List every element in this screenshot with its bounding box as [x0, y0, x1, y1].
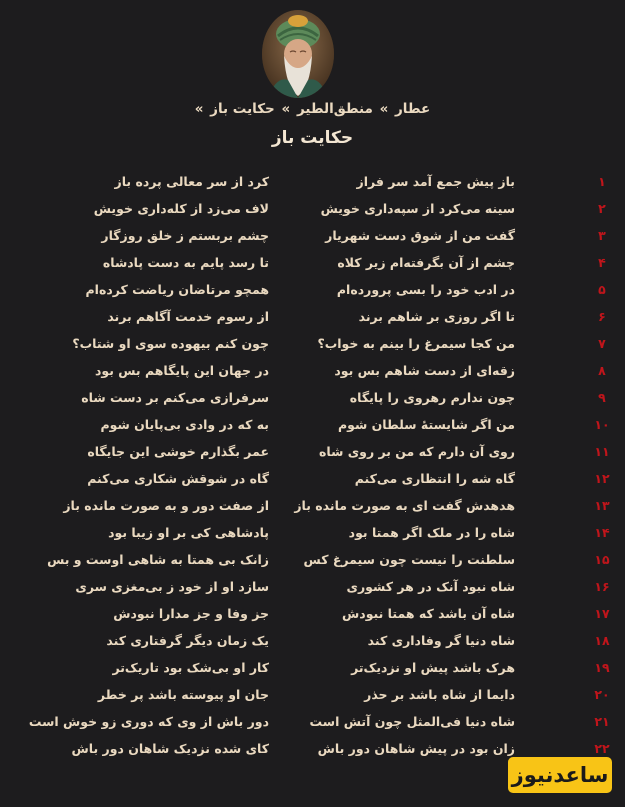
verse-number: ۱۳	[594, 498, 610, 513]
verse-number: ۱۶	[594, 579, 610, 594]
second-hemistich: کای شده نزدیک شاهان دور باش	[71, 741, 269, 756]
verse-number: ۲	[598, 201, 606, 216]
first-hemistich: گاه شه را انتظاری می‌کنم	[354, 471, 515, 486]
verse-number: ۷	[598, 336, 606, 351]
verse-row	[0, 440, 625, 467]
verse-number: ۲۲	[594, 741, 610, 756]
first-hemistich: سلطنت را نیست چون سیمرغ کس	[303, 552, 515, 567]
second-hemistich: چشم بربستم ز خلق روزگار	[101, 228, 269, 243]
first-hemistich: چون ندارم رهروی را پایگاه	[349, 390, 515, 405]
second-hemistich: گاه در شوقش شکاری می‌کنم	[87, 471, 269, 486]
verse-number: ۶	[598, 309, 606, 324]
first-hemistich: هرک باشد پیش او نزدیک‌تر	[351, 660, 515, 675]
first-hemistich: شاه نبود آنک در هر کشوری	[346, 579, 515, 594]
first-hemistich: سینه می‌کرد از سپه‌داری خویش	[320, 201, 515, 216]
verse-row	[0, 602, 625, 629]
second-hemistich: در جهان این پایگاهم بس بود	[94, 363, 269, 378]
verse-row	[0, 575, 625, 602]
second-hemistich: به که در وادی بی‌پایان شوم	[100, 417, 269, 432]
verse-number: ۱۵	[594, 552, 610, 567]
second-hemistich: کرد از سر معالی پرده باز	[114, 174, 269, 189]
breadcrumb-item-book[interactable]: منطق‌الطیر	[296, 101, 373, 117]
first-hemistich: زان بود در پیش شاهان دور باش	[317, 741, 515, 756]
first-hemistich: شاه دنیا فی‌المثل چون آتش است	[309, 714, 515, 729]
verse-row	[0, 251, 625, 278]
verse-row	[0, 494, 625, 521]
verse-row	[0, 521, 625, 548]
breadcrumb-separator: »	[379, 101, 389, 117]
second-hemistich: جز وفا و جز مدارا نبودش	[113, 606, 269, 621]
breadcrumb	[0, 101, 625, 117]
verse-row	[0, 710, 625, 737]
verse-row	[0, 629, 625, 656]
verse-row	[0, 278, 625, 305]
verse-number: ۵	[598, 282, 606, 297]
poet-portrait	[262, 10, 334, 98]
verse-row	[0, 656, 625, 683]
second-hemistich: از صفت دور و به صورت مانده باز	[63, 498, 269, 513]
first-hemistich: من اگر شایستهٔ سلطان شوم	[337, 417, 515, 432]
breadcrumb-separator: »	[281, 101, 291, 117]
second-hemistich: از رسوم خدمت آگاهم برند	[107, 309, 269, 324]
second-hemistich: تا رسد پایم به دست پادشاه	[102, 255, 269, 270]
portrait-illustration	[262, 10, 334, 98]
verse-row	[0, 386, 625, 413]
verse-number: ۹	[598, 390, 606, 405]
verse-number: ۳	[598, 228, 606, 243]
second-hemistich: کار او بی‌شک بود تاریک‌تر	[112, 660, 269, 675]
second-hemistich: دور باش از وی که دوری زو خوش است	[28, 714, 269, 729]
first-hemistich: من کجا سیمرغ را بینم به خواب؟	[317, 336, 515, 351]
verse-number: ۲۰	[594, 687, 610, 702]
watermark-logo: ساعدنیوز	[508, 757, 612, 793]
first-hemistich: زقه‌ای از دست شاهم بس بود	[334, 363, 515, 378]
second-hemistich: چون کنم بیهوده سوی او شتاب؟	[72, 336, 269, 351]
verse-row	[0, 548, 625, 575]
second-hemistich: عمر بگذارم خوشی این جایگاه	[87, 444, 269, 459]
second-hemistich: جان او پیوسته باشد پر خطر	[97, 687, 269, 702]
verse-number: ۱۹	[594, 660, 610, 675]
verse-number: ۱	[598, 174, 606, 189]
first-hemistich: روی آن دارم که من بر روی شاه	[319, 444, 515, 459]
verse-number: ۱۷	[594, 606, 610, 621]
verse-row	[0, 224, 625, 251]
breadcrumb-item-story[interactable]: حکایت باز	[210, 101, 275, 117]
page-title: حکایت باز	[271, 128, 354, 148]
verse-row	[0, 467, 625, 494]
verse-number: ۱۲	[594, 471, 610, 486]
verse-number: ۱۸	[594, 633, 610, 648]
first-hemistich: تا اگر روزی بر شاهم برند	[358, 309, 515, 324]
first-hemistich: هدهدش گفت ای به صورت مانده باز	[294, 498, 515, 513]
verse-row	[0, 359, 625, 386]
first-hemistich: گفت من از شوق دست شهریار	[325, 228, 515, 243]
verse-row	[0, 305, 625, 332]
second-hemistich: سازد او از خود ز بی‌مغزی سری	[75, 579, 269, 594]
first-hemistich: شاه را در ملک اگر همتا بود	[348, 525, 515, 540]
second-hemistich: همچو مرتاضان ریاضت کرده‌ام	[85, 282, 269, 297]
first-hemistich: در ادب خود را بسی پرورده‌ام	[336, 282, 515, 297]
second-hemistich: زانک بی همتا به شاهی اوست و بس	[47, 552, 269, 567]
verse-row	[0, 413, 625, 440]
verse-number: ۸	[598, 363, 606, 378]
first-hemistich: باز پیش جمع آمد سر فراز	[356, 174, 515, 189]
verse-number: ۱۴	[594, 525, 610, 540]
verse-number: ۱۱	[594, 444, 610, 459]
verse-number: ۴	[598, 255, 606, 270]
second-hemistich: پادشاهی کی بر او زیبا بود	[108, 525, 269, 540]
breadcrumb-item-poet[interactable]: عطار	[395, 101, 431, 117]
second-hemistich: یک زمان دیگر گرفتاری کند	[106, 633, 269, 648]
first-hemistich: چشم از آن بگرفته‌ام زیر کلاه	[337, 255, 515, 270]
first-hemistich: دایما از شاه باشد بر حذر	[364, 687, 515, 702]
second-hemistich: لاف می‌زد از کله‌داری خویش	[93, 201, 269, 216]
first-hemistich: شاه دنیا گر وفاداری کند	[367, 633, 515, 648]
verse-row	[0, 170, 625, 197]
first-hemistich: شاه آن باشد که همتا نبودش	[342, 606, 515, 621]
verse-row	[0, 683, 625, 710]
breadcrumb-separator: »	[194, 101, 204, 117]
verse-number: ۱۰	[594, 417, 610, 432]
second-hemistich: سرفرازی می‌کنم بر دست شاه	[81, 390, 269, 405]
verse-row	[0, 197, 625, 224]
verse-number: ۲۱	[594, 714, 610, 729]
verse-row	[0, 332, 625, 359]
